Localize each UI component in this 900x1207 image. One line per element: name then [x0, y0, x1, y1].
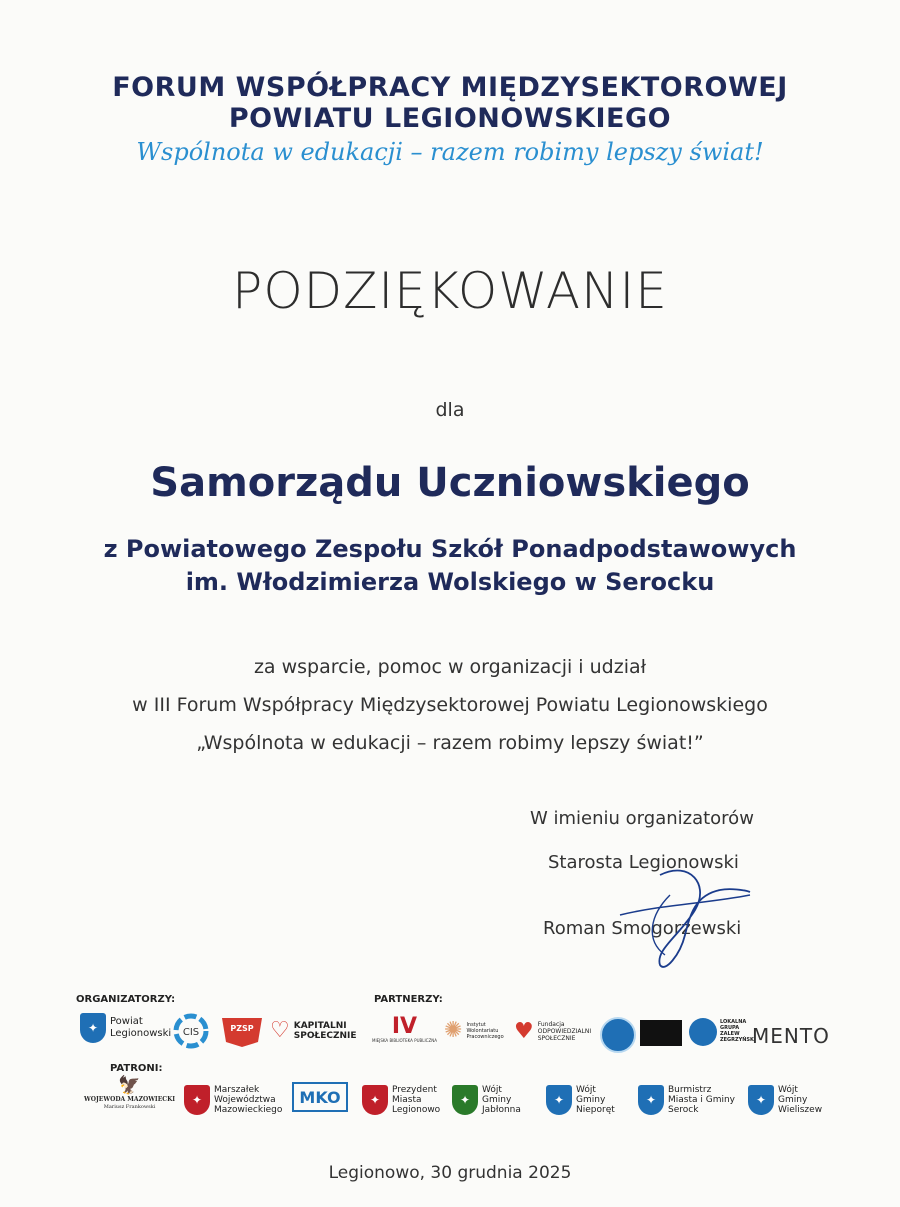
handwritten-signature	[600, 855, 760, 975]
signer-position: Starosta Legionowski	[548, 852, 739, 873]
recipient-school	[0, 533, 900, 599]
for-word: dla	[435, 399, 465, 421]
logo-wave	[689, 1018, 717, 1046]
badge-icon	[640, 1020, 682, 1046]
logo-label: PZSP	[230, 1024, 254, 1033]
logo-black-badge	[640, 1020, 682, 1046]
heart-icon: ♡	[270, 1018, 290, 1043]
logo-miejska-biblioteka	[372, 1016, 437, 1043]
logo-prezydent-legionowo	[362, 1085, 442, 1115]
logo-label: MIEJSKA BIBLIOTEKA PUBLICZNA	[372, 1038, 437, 1043]
logo-powiat-legionowski	[80, 1013, 172, 1043]
recipient-name: Samorządu Uczniowskiego	[150, 460, 750, 506]
logo-mko	[292, 1082, 348, 1112]
signer-name: Roman Smogorzewski	[543, 918, 742, 939]
coat-of-arms-icon: ✦	[748, 1085, 774, 1115]
logo-sublabel: Mariusz Frankowski	[103, 1104, 156, 1110]
logo-label: LOKALNA GRUPA ZALEW ZEGRZYŃSKI	[720, 1019, 756, 1043]
logo-wojewoda-mazowiecki	[84, 1077, 175, 1110]
coat-of-arms-icon: ✦	[362, 1085, 388, 1115]
logo-marszalek	[184, 1085, 284, 1115]
reason-text	[0, 648, 900, 762]
logo-wojt-jablonna	[452, 1085, 532, 1115]
logo-label: Fundacja ODPOWIEDZIALNI SPOŁECZNIE	[537, 1021, 592, 1042]
forum-title	[0, 72, 900, 134]
logo-pzsp	[218, 1012, 266, 1048]
logo-burmistrz-serock	[638, 1085, 738, 1115]
recipient-school-line2: im. Włodzimierza Wolskiego w Serocku	[185, 568, 715, 596]
reason-line2: w III Forum Współpracy Międzysektorowej Powiatu Legionowskiego	[132, 694, 768, 716]
coat-of-arms-icon: ✦	[546, 1085, 572, 1115]
logo-mento	[752, 1024, 830, 1048]
wave-icon	[689, 1018, 717, 1046]
coat-of-arms-icon: ✦	[452, 1085, 478, 1115]
logo-label: KAPITALNI SPOŁECZNIE	[293, 1020, 357, 1041]
document-title: PODZIĘKOWANIE	[232, 262, 668, 320]
on-behalf-text: W imieniu organizatorów	[530, 808, 754, 829]
cis-logo-icon	[172, 1013, 210, 1049]
logo-label: CIS	[182, 1027, 200, 1038]
partners-label: PARTNERZY:	[374, 994, 443, 1005]
forum-title-line2: POWIATU LEGIONOWSKIEGO	[228, 103, 672, 134]
emblem-icon	[600, 1017, 636, 1053]
forum-slogan: Wspólnota w edukacji – razem robimy lepszy świat!	[136, 138, 764, 166]
logo-label: Marszałek Województwa Mazowieckiego	[214, 1085, 283, 1115]
logo-cis	[172, 1013, 210, 1049]
logo-lokalna-grupa	[720, 1019, 756, 1043]
logo-wojt-nieporet	[546, 1085, 626, 1115]
logo-label: WOJEWODA MAZOWIECKI	[84, 1096, 176, 1103]
recipient-school-line1: z Powiatowego Zespołu Szkół Ponadpodstawowych	[103, 535, 797, 563]
eagle-icon: 🦅	[118, 1075, 141, 1096]
logo-label: Wójt Gminy Jabłonna	[482, 1085, 521, 1115]
dandelion-icon: ✺	[444, 1018, 463, 1043]
logo-label: Instytut Wolontariatu Pracowniczego	[466, 1021, 504, 1040]
logo-label: MENTO	[752, 1024, 830, 1048]
organizers-label: ORGANIZATORZY:	[76, 994, 176, 1005]
coat-of-arms-icon: ✦	[638, 1085, 664, 1115]
logo-instytut-wolontariatu	[444, 1018, 506, 1043]
library-mark-icon: IV	[391, 1014, 418, 1039]
logo-label: Powiat Legionowski	[110, 1016, 172, 1039]
reason-line1: za wsparcie, pomoc w organizacji i udział	[253, 656, 647, 678]
logo-kapitalni-spolecznie	[270, 1018, 357, 1043]
logo-label: Prezydent Miasta Legionowo	[392, 1085, 441, 1115]
logo-circle-emblem	[600, 1017, 636, 1053]
patrons-label: PATRONI:	[110, 1063, 163, 1074]
logo-label: Wójt Gminy Wieliszew	[778, 1085, 823, 1115]
reason-line3: „Wspólnota w edukacji – razem robimy lepszy świat!”	[196, 732, 704, 754]
logo-fundacja-odpowiedzialni	[514, 1019, 594, 1044]
logo-label: Wójt Gminy Nieporęt	[576, 1085, 615, 1115]
coat-of-arms-icon: ✦	[184, 1085, 210, 1115]
logo-label: MKO	[292, 1082, 348, 1112]
pzsp-shield-icon	[218, 1012, 266, 1048]
forum-title-line1: FORUM WSPÓŁPRACY MIĘDZYSEKTOROWEJ	[112, 72, 788, 103]
coat-of-arms-icon: ✦	[80, 1013, 106, 1043]
logo-label: Burmistrz Miasta i Gminy Serock	[668, 1085, 736, 1115]
place-and-date: Legionowo, 30 grudnia 2025	[328, 1163, 572, 1183]
logo-wojt-wieliszew	[748, 1085, 828, 1115]
heart-icon: ♥	[514, 1019, 534, 1044]
